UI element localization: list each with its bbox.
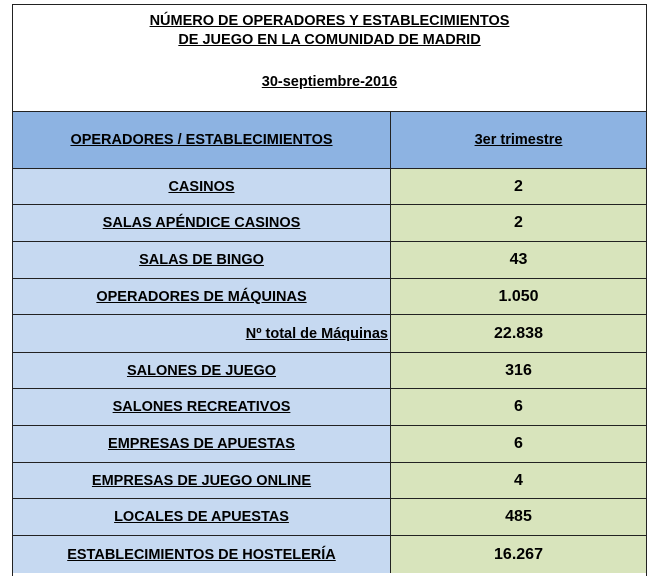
row-value-cell (391, 279, 646, 314)
table-row (13, 425, 646, 462)
table-row (13, 278, 646, 314)
row-value-cell (391, 242, 646, 278)
row-value-cell (391, 389, 646, 425)
title-line-1: NÚMERO DE OPERADORES Y ESTABLECIMIENTOS (149, 13, 510, 29)
table-row (13, 314, 646, 352)
row-value: 22.838 (494, 324, 543, 342)
row-value: 1.050 (498, 287, 539, 305)
row-label-cell (13, 242, 391, 278)
row-label-cell (13, 169, 391, 204)
row-label: EMPRESAS DE APUESTAS (108, 436, 295, 452)
row-label: ESTABLECIMIENTOS DE HOSTELERÍA (67, 546, 336, 563)
row-label-cell (13, 426, 391, 462)
row-label-cell (13, 389, 391, 425)
row-value: 16.267 (494, 545, 543, 563)
column-header-establishments (13, 112, 391, 168)
column-header-quarter (391, 112, 646, 168)
row-value: 485 (505, 508, 532, 525)
row-label: SALAS DE BINGO (139, 252, 264, 268)
table-header-row (13, 111, 646, 168)
row-value-cell (391, 463, 646, 498)
table-row (13, 241, 646, 278)
row-value-cell (391, 499, 646, 535)
table-row (13, 204, 646, 241)
row-value-cell (391, 205, 646, 241)
column-header-quarter-label: 3er trimestre (474, 132, 563, 148)
row-label: Nº total de Máquinas (245, 325, 388, 342)
table-row (13, 352, 646, 388)
title-line-2: DE JUEGO EN LA COMUNIDAD DE MADRID (178, 32, 481, 48)
row-label: CASINOS (168, 178, 235, 195)
table-row (13, 535, 646, 573)
row-value: 2 (514, 214, 523, 231)
row-value: 6 (514, 398, 523, 415)
row-label-cell (13, 205, 391, 241)
column-header-establishments-label: OPERADORES / ESTABLECIMIENTOS (70, 132, 333, 148)
row-label-cell (13, 279, 391, 314)
row-label-cell (13, 536, 391, 573)
row-label-cell (13, 463, 391, 498)
table-row (13, 388, 646, 425)
table-row (13, 168, 646, 204)
row-label: OPERADORES DE MÁQUINAS (96, 288, 307, 305)
row-label: EMPRESAS DE JUEGO ONLINE (91, 472, 312, 489)
table-row (13, 498, 646, 535)
row-value: 6 (514, 435, 523, 452)
row-label: LOCALES DE APUESTAS (114, 509, 289, 525)
row-label: SALONES RECREATIVOS (112, 399, 291, 415)
report-sheet (12, 4, 647, 576)
row-value-cell (391, 315, 646, 352)
row-value: 4 (514, 471, 523, 489)
table-row (13, 462, 646, 498)
row-value: 316 (505, 361, 532, 379)
row-label-cell (13, 353, 391, 388)
row-value-cell (391, 169, 646, 204)
row-label: SALONES DE JUEGO (126, 362, 277, 379)
row-value-cell (391, 426, 646, 462)
row-value-cell (391, 536, 646, 573)
report-date: 30-septiembre-2016 (261, 74, 398, 90)
row-label-cell (13, 315, 391, 352)
row-value: 2 (514, 177, 523, 195)
row-label-cell (13, 499, 391, 535)
row-value-cell (391, 353, 646, 388)
row-value: 43 (509, 251, 528, 268)
row-label: SALAS APÉNDICE CASINOS (102, 215, 301, 231)
